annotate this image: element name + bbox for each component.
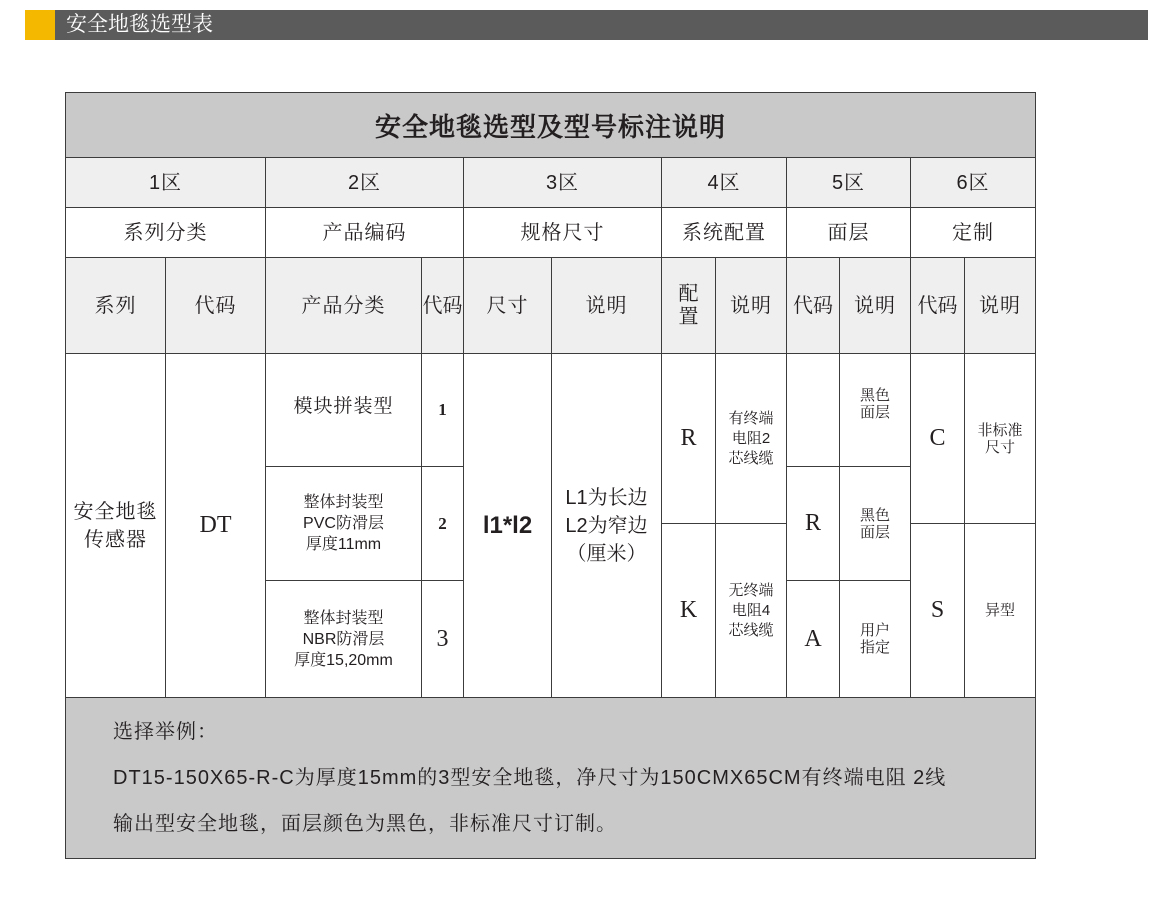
surface-desc-3: 用户 指定 bbox=[840, 581, 911, 698]
col-header-size-note: 说明 bbox=[552, 258, 662, 354]
col-header-config bbox=[662, 258, 716, 354]
product-type-2: 整体封装型 PVC防滑层 厚度11mm bbox=[266, 467, 422, 581]
col-header-surface-desc: 说明 bbox=[840, 258, 911, 354]
category-config: 系统配置 bbox=[662, 208, 787, 258]
product-type-1: 模块拼装型 bbox=[266, 354, 422, 467]
config-desc-1: 有终端 电阻2 芯线缆 bbox=[716, 354, 787, 524]
col-header-series-code: 代码 bbox=[166, 258, 266, 354]
col-header-custom-desc: 说明 bbox=[965, 258, 1036, 354]
category-custom: 定制 bbox=[911, 208, 1036, 258]
surface-desc-1: 黑色 面层 bbox=[840, 354, 911, 467]
col-header-product-code: 代码 bbox=[422, 258, 464, 354]
config-code-1: R bbox=[662, 354, 716, 524]
example-line-2: 输出型安全地毯，面层颜色为黑色，非标准尺寸订制。 bbox=[113, 813, 617, 835]
surface-code-3: A bbox=[787, 581, 840, 698]
surface-code-1 bbox=[787, 354, 840, 467]
selection-table bbox=[65, 92, 1036, 859]
custom-code-1: C bbox=[911, 354, 965, 524]
zone-6: 6区 bbox=[911, 158, 1036, 208]
zone-5: 5区 bbox=[787, 158, 911, 208]
section-accent-block bbox=[25, 10, 55, 40]
surface-code-2: R bbox=[787, 467, 840, 581]
example-label: 选择举例： bbox=[113, 721, 218, 743]
product-code-1: 1 bbox=[422, 354, 464, 467]
example-box bbox=[66, 698, 1036, 859]
surface-desc-2: 黑色 面层 bbox=[840, 467, 911, 581]
example-text bbox=[113, 700, 946, 856]
product-code-3: 3 bbox=[422, 581, 464, 698]
series-name: 安全地毯 传感器 bbox=[66, 354, 166, 698]
series-code: DT bbox=[166, 354, 266, 698]
custom-desc-2: 异型 bbox=[965, 524, 1036, 698]
category-surface: 面层 bbox=[787, 208, 911, 258]
size-note: L1为长边 L2为窄边 （厘米） bbox=[552, 354, 662, 698]
custom-desc-1: 非标准 尺寸 bbox=[965, 354, 1036, 524]
product-type-3: 整体封装型 NBR防滑层 厚度15,20mm bbox=[266, 581, 422, 698]
col-header-series: 系列 bbox=[66, 258, 166, 354]
product-code-2: 2 bbox=[422, 467, 464, 581]
zone-2: 2区 bbox=[266, 158, 464, 208]
col-header-surface-code: 代码 bbox=[787, 258, 840, 354]
col-header-config-label: 配置 bbox=[678, 282, 699, 328]
size-value: l1*l2 bbox=[464, 354, 552, 698]
table-title: 安全地毯选型及型号标注说明 bbox=[66, 93, 1036, 158]
category-series: 系列分类 bbox=[66, 208, 266, 258]
col-header-config-desc: 说明 bbox=[716, 258, 787, 354]
section-title: 安全地毯选型表 bbox=[66, 13, 213, 36]
example-line-1: DT15-150X65-R-C为厚度15mm的3型安全地毯，净尺寸为150CMX65CM有终端电阻 2线 bbox=[113, 767, 947, 789]
col-header-size: 尺寸 bbox=[464, 258, 552, 354]
config-code-2: K bbox=[662, 524, 716, 698]
config-desc-2: 无终端 电阻4 芯线缆 bbox=[716, 524, 787, 698]
col-header-product-type: 产品分类 bbox=[266, 258, 422, 354]
zone-4: 4区 bbox=[662, 158, 787, 208]
zone-3: 3区 bbox=[464, 158, 662, 208]
category-product-code: 产品编码 bbox=[266, 208, 464, 258]
category-size: 规格尺寸 bbox=[464, 208, 662, 258]
col-header-custom-code: 代码 bbox=[911, 258, 965, 354]
custom-code-2: S bbox=[911, 524, 965, 698]
section-header-bar bbox=[25, 10, 1148, 40]
zone-1: 1区 bbox=[66, 158, 266, 208]
